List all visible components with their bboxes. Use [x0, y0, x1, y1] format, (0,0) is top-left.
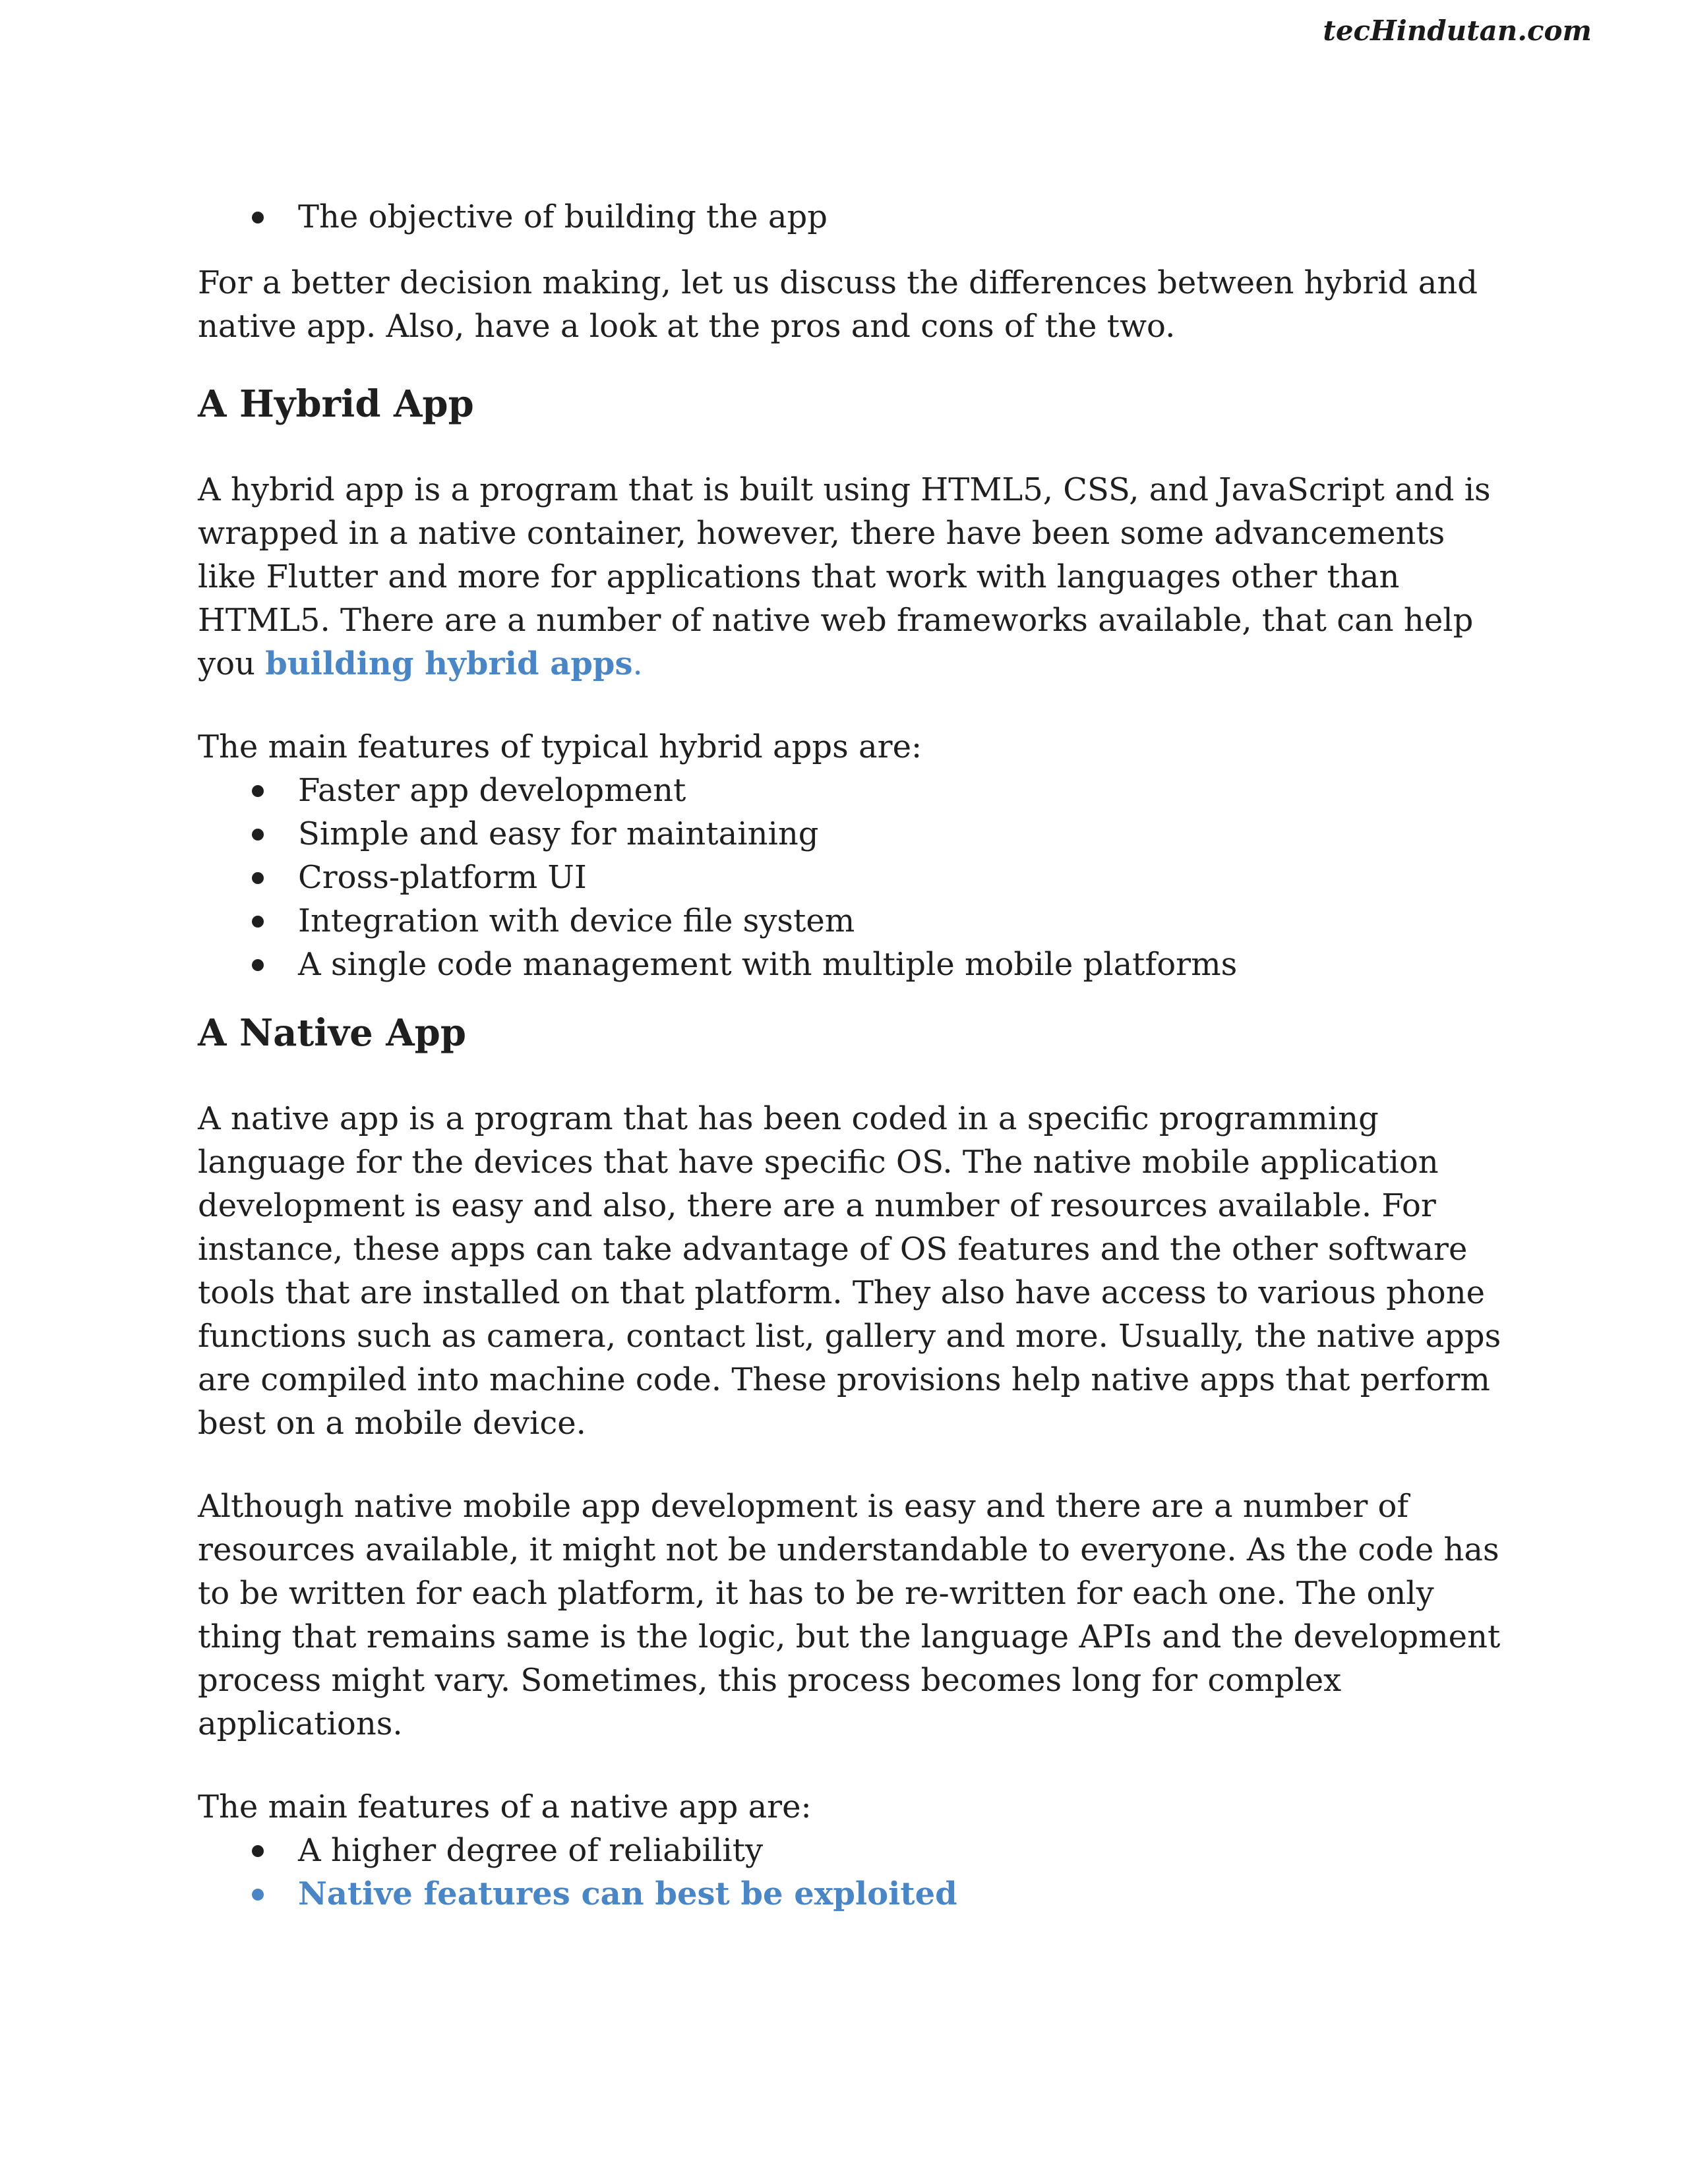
native-features-list: [198, 1829, 1503, 1916]
list-item: [198, 195, 1503, 239]
list-item: [198, 899, 1503, 943]
list-item-text: The objective of building the app: [298, 198, 828, 235]
list-item: [198, 812, 1503, 856]
bullet-icon: [252, 1889, 264, 1901]
hybrid-heading: A Hybrid App: [198, 382, 474, 426]
hybrid-paragraph: [198, 468, 1503, 686]
bullet-icon: [252, 829, 264, 841]
intro-paragraph: For a better decision making, let us discuss the differences between hybrid and native app. Also, have a look at the pros and cons of the two.: [198, 264, 1478, 345]
site-name: tecHindutan.com: [1323, 15, 1592, 47]
list-item-text: Faster app development: [298, 772, 686, 809]
list-item-text: A single code management with multiple mobile platforms: [298, 946, 1238, 983]
list-item-text: Cross-platform UI: [298, 859, 587, 896]
list-item-link[interactable]: [198, 1872, 1503, 1916]
list-item-text: A higher degree of reliability: [298, 1832, 764, 1869]
bullet-icon: [252, 212, 264, 223]
hybrid-features-intro: The main features of typical hybrid apps are:: [198, 728, 922, 765]
native-paragraph-1: A native app is a program that has been coded in a specific programming language for the devices that have specific OS. The native mobile application development is easy and also, there are a number of resources available. For instance, these apps can take advantage of OS features and the other software tools that are installed on that platform. They also have access to various phone functions such as camera, contact list, gallery and more. Usually, the native apps are compiled into machine code. These provisions help native apps that perform best on a mobile device.: [198, 1100, 1501, 1442]
list-item-text[interactable]: Native features can best be exploited: [298, 1875, 957, 1912]
list-item-text: Simple and easy for maintaining: [298, 815, 819, 852]
list-item: [198, 1829, 1503, 1872]
bullet-icon: [252, 872, 264, 884]
document-body: [198, 195, 1503, 1916]
hybrid-paragraph-end: .: [632, 645, 643, 682]
hybrid-features-list: [198, 769, 1503, 986]
list-item: [198, 856, 1503, 899]
intro-bullet-list: [198, 195, 1503, 239]
native-features-intro: The main features of a native app are:: [198, 1788, 812, 1825]
native-paragraph-2: Although native mobile app development is easy and there are a number of resources available, it might not be understandable to everyone. As the code has to be written for each platform, it has to be re-written for each one. The only thing that remains same is the logic, but the language APIs and the development process might vary. Sometimes, this process becomes long for complex applications.: [198, 1488, 1501, 1742]
native-heading: A Native App: [198, 1011, 466, 1055]
bullet-icon: [252, 916, 264, 928]
bullet-icon: [252, 1845, 264, 1857]
bullet-icon: [252, 785, 264, 797]
hybrid-paragraph-text: A hybrid app is a program that is built using HTML5, CSS, and JavaScript and is wrapped in a native container, however, there have been some advancements like Flutter and more for applications that work with languages other than HTML5. There are a number of native web frameworks available, that can help you: [198, 471, 1491, 682]
list-item: [198, 943, 1503, 986]
bullet-icon: [252, 959, 264, 971]
building-hybrid-apps-link[interactable]: building hybrid apps: [265, 645, 633, 682]
list-item-text: Integration with device file system: [298, 902, 855, 939]
list-item: [198, 769, 1503, 812]
